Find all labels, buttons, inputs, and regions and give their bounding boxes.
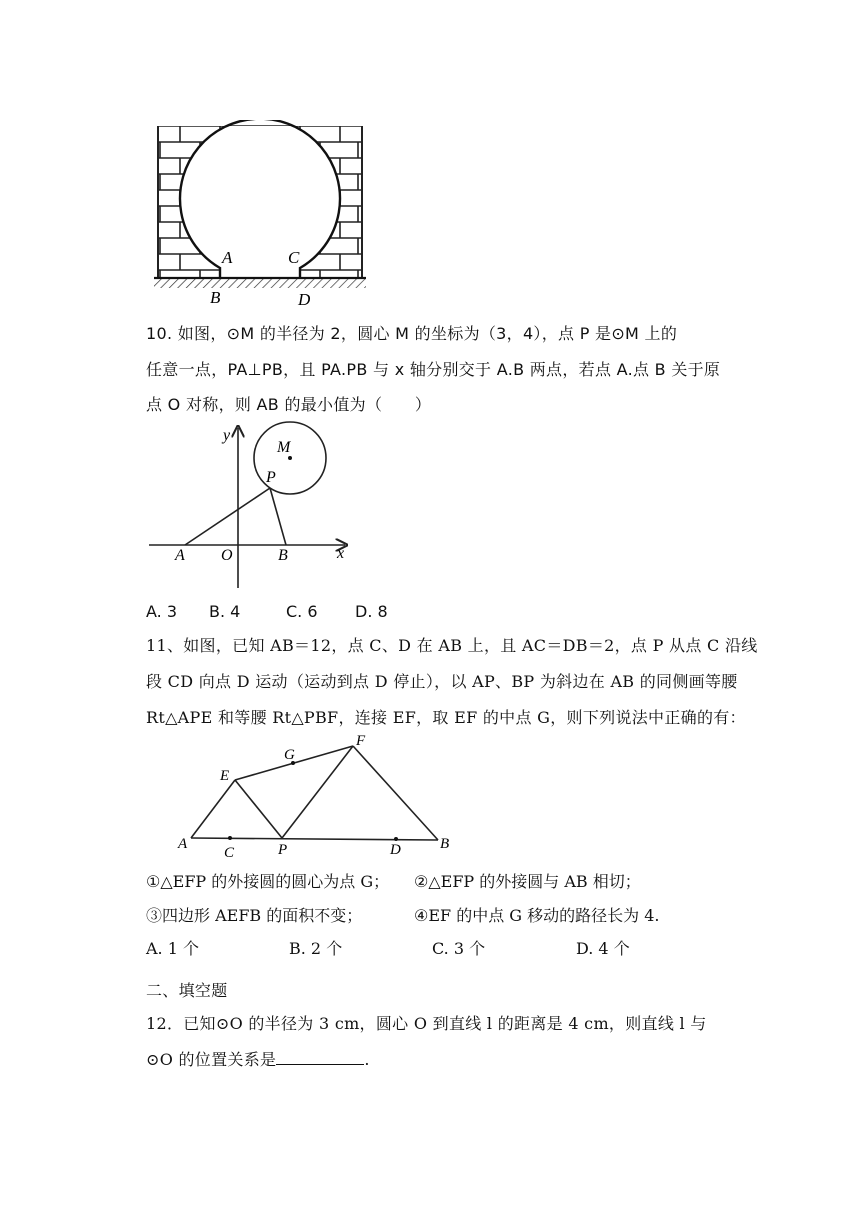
label-P: P (278, 842, 288, 858)
q11-line-2: 段 CD 向点 D 运动（运动到点 D 停止），以 AP、BP 为斜边在 AB 的同侧画等腰 (146, 672, 738, 691)
label-D: D (390, 842, 401, 858)
label-E: E (220, 768, 230, 784)
q11-statement-4: ④EF 的中点 G 移动的路径长为 4. (414, 906, 660, 925)
q11-line-3: Rt△APE 和等腰 Rt△PBF，连接 EF，取 EF 的中点 G，则下列说法中正确的有： (146, 708, 746, 727)
q11-line-1: 11、如图，已知 AB＝12，点 C、D 在 AB 上，且 AC＝DB＝2，点 P 从点 C 沿线 (146, 636, 758, 655)
q11-statement-3: ③四边形 AEFB 的面积不变； (146, 906, 363, 925)
q11-option-c: C. 3 个 (432, 939, 486, 958)
triangles-figure (170, 730, 470, 862)
q12-line-1: 12．已知⊙O 的半径为 3 cm，圆心 O 到直线 l 的距离是 4 cm，则直线 l 与 (146, 1014, 707, 1033)
coordinate-figure (145, 420, 365, 592)
q10-line-3: 点 O 对称，则 AB 的最小值为（ ） (146, 395, 432, 414)
label-O: O (221, 547, 233, 564)
label-P: P (266, 469, 276, 486)
label-y: y (223, 427, 231, 444)
label-M: M (277, 439, 291, 456)
q12-line-2 (146, 1049, 370, 1070)
q10-option-c: C. 6 (286, 602, 318, 621)
label-C: C (288, 248, 300, 267)
section-heading: 二、填空题 (146, 981, 228, 1000)
arch-figure (150, 120, 370, 310)
answer-blank[interactable] (276, 1049, 364, 1065)
label-x: x (337, 545, 345, 562)
label-A: A (175, 547, 185, 564)
q10-option-d: D. 8 (355, 602, 388, 621)
q11-statement-2: ②△EFP 的外接圆与 AB 相切； (414, 872, 641, 891)
label-B: B (440, 836, 450, 852)
label-F: F (356, 733, 366, 749)
q11-statement-1: ①△EFP 的外接圆的圆心为点 G； (146, 872, 390, 891)
q12-line-2-end: . (364, 1050, 370, 1069)
label-G: G (284, 747, 295, 763)
q10-option-a: A. 3 (146, 602, 178, 621)
q11-option-d: D. 4 个 (576, 939, 630, 958)
label-D: D (298, 290, 311, 309)
label-A: A (222, 248, 233, 267)
q10-line-1: 10. 如图，⊙M 的半径为 2，圆心 M 的坐标为（3，4），点 P 是⊙M 上的 (146, 324, 678, 343)
label-B: B (278, 547, 288, 564)
label-B: B (210, 288, 221, 307)
q10-option-b: B. 4 (209, 602, 241, 621)
q12-line-2-text: ⊙O 的位置关系是 (146, 1050, 277, 1069)
label-C: C (224, 845, 235, 861)
q11-option-a: A. 1 个 (146, 939, 199, 958)
q11-option-b: B. 2 个 (289, 939, 343, 958)
label-A: A (178, 836, 188, 852)
q10-line-2: 任意一点，PA⊥PB，且 PA.PB 与 x 轴分别交于 A.B 两点，若点 A.点 B 关于原 (146, 360, 721, 379)
